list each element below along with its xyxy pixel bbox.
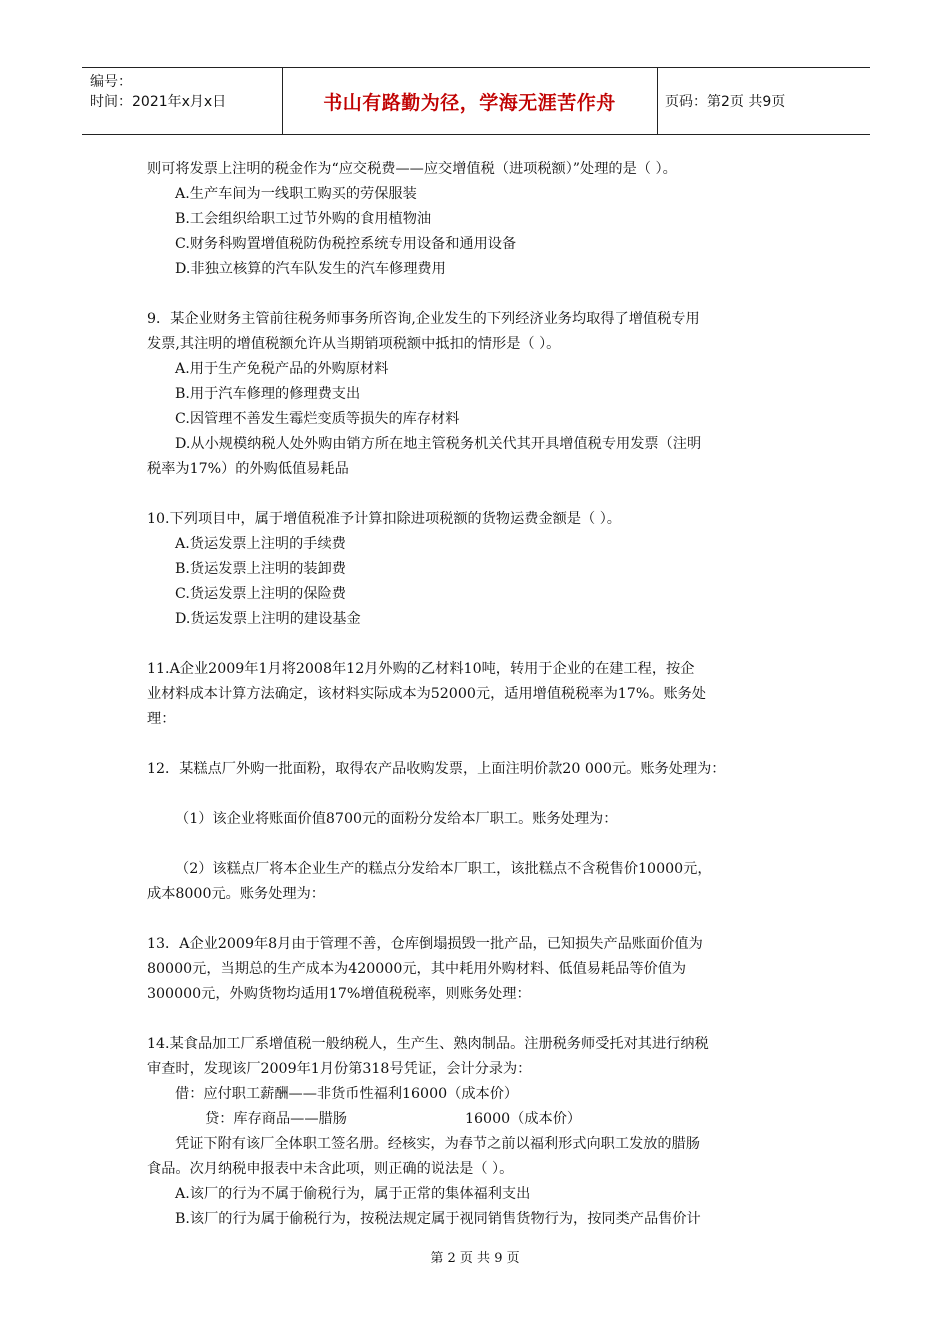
header-page-code: 页码：第2页 共9页	[665, 94, 786, 110]
question-10: 10.下列项目中，属于增值税准予计算扣除进项税额的货物运费金额是（ ）。	[147, 511, 621, 527]
option: D.货运发票上注明的建设基金	[175, 611, 361, 627]
option: D.从小规模纳税人处外购由销方所在地主管税务机关代其开具增值税专用发票（注明	[175, 436, 702, 452]
journal-credit	[147, 1107, 809, 1132]
question-14-note: 凭证下附有该厂全体职工签名册。经核实，为春节之前以福利形式向职工发放的腊肠	[175, 1136, 700, 1152]
question-14-cont: 审查时，发现该厂2009年1月份第318号凭证，会计分录为：	[147, 1061, 532, 1077]
question-9-cont: 发票,其注明的增值税额允许从当期销项税额中抵扣的情形是（ ）。	[147, 336, 561, 352]
question-14: 14.某食品加工厂系增值税一般纳税人，生产生、熟肉制品。注册税务师受托对其进行纳税	[147, 1036, 709, 1052]
question-12: 12．某糕点厂外购一批面粉，取得农产品收购发票，上面注明价款20 000元。账务处理为：	[147, 761, 726, 777]
option: B.用于汽车修理的修理费支出	[175, 386, 361, 402]
option: A.该厂的行为不属于偷税行为，属于正常的集体福利支出	[175, 1186, 531, 1202]
q8-tail: 则可将发票上注明的税金作为“应交税费——应交增值税（进项税额）”处理的是（ ）。	[147, 161, 677, 177]
header-motto: 书山有路勤为径，学海无涯苦作舟	[323, 91, 616, 114]
option-cont: 税率为17%）的外购低值易耗品	[147, 461, 349, 477]
option: B.工会组织给职工过节外购的食用植物油	[175, 211, 432, 227]
option: C.财务科购置增值税防伪税控系统专用设备和通用设备	[175, 236, 517, 252]
question-12-part-2: （2）该糕点厂将本企业生产的糕点分发给本厂职工，该批糕点不含税售价10000元，	[175, 861, 712, 877]
option: B.货运发票上注明的装卸费	[175, 561, 346, 577]
option: C.货运发票上注明的保险费	[175, 586, 346, 602]
question-11: 11.A企业2009年1月将2008年12月外购的乙材料10吨，转用于企业的在建工程，按企	[147, 661, 695, 677]
header-divider	[657, 68, 658, 134]
option: B.该厂的行为属于偷税行为，按税法规定属于视同销售货物行为，按同类产品售价计	[175, 1211, 701, 1227]
journal-credit-account: 贷：库存商品——腊肠	[205, 1111, 347, 1127]
document-body	[147, 157, 809, 1232]
question-13-cont: 300000元，外购货物均适用17%增值税税率，则账务处理：	[147, 986, 531, 1002]
option: C.因管理不善发生霉烂变质等损失的库存材料	[175, 411, 460, 427]
question-9: 9．某企业财务主管前往税务师事务所咨询,企业发生的下列经济业务均取得了增值税专用	[147, 311, 700, 327]
option: A.生产车间为一线职工购买的劳保服装	[175, 186, 417, 202]
question-12-part-2-cont: 成本8000元。账务处理为：	[147, 886, 325, 902]
header-meta	[90, 72, 280, 112]
question-14-note-cont: 食品。次月纳税申报表中未含此项，则正确的说法是（ ）。	[147, 1161, 514, 1177]
journal-credit-amount: 16000（成本价）	[465, 1111, 582, 1127]
journal-debit: 借：应付职工薪酬——非货币性福利16000（成本价）	[175, 1086, 519, 1102]
option: A.用于生产免税产品的外购原材料	[175, 361, 389, 377]
question-13-cont: 80000元，当期总的生产成本为420000元，其中耗用外购材料、低值易耗品等价值为	[147, 961, 687, 977]
page-header	[82, 67, 870, 135]
question-11-cont: 理：	[147, 711, 176, 727]
question-13: 13．A企业2009年8月由于管理不善，仓库倒塌损毁一批产品，已知损失产品账面价值为	[147, 936, 703, 952]
number-label: 编号：	[90, 74, 132, 90]
page-footer: 第 2 页 共 9 页	[430, 1251, 520, 1266]
time-label: 时间：2021年x月x日	[90, 94, 227, 110]
option: A.货运发票上注明的手续费	[175, 536, 346, 552]
question-12-part-1: （1）该企业将账面价值8700元的面粉分发给本厂职工。账务处理为：	[175, 811, 618, 827]
question-11-cont: 业材料成本计算方法确定，该材料实际成本为52000元，适用增值税税率为17%。账务处	[147, 686, 707, 702]
option: D.非独立核算的汽车队发生的汽车修理费用	[175, 261, 446, 277]
